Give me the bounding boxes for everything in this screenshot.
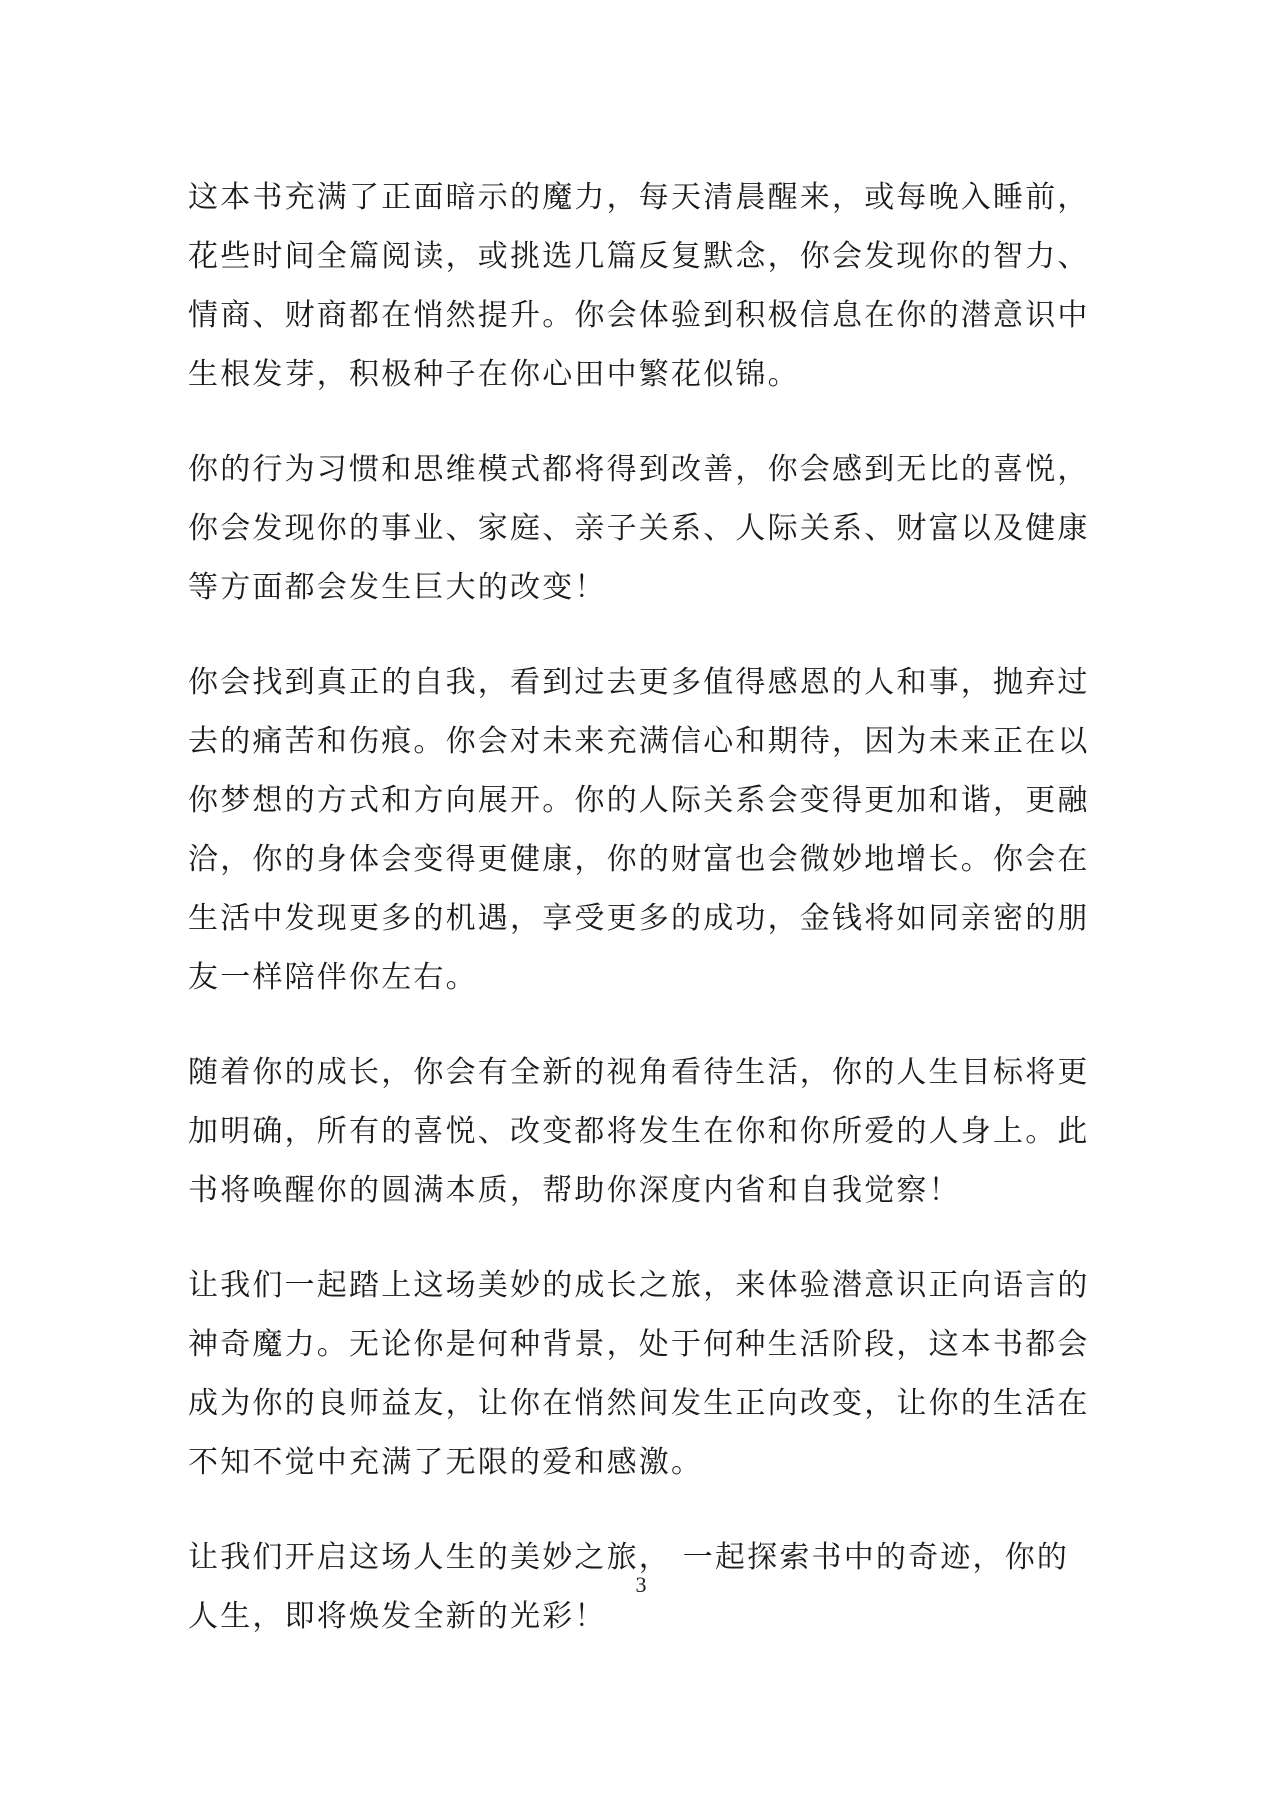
paragraph-1: 这本书充满了正面暗示的魔力，每天清晨醒来，或每晚入睡前，花些时间全篇阅读，或挑选几篇反复默念，你会发现你的智力、情商、财商都在悄然提升。你会体验到积极信息在你的潜意识中生根发芽，积极种子在你心田中繁花似锦。 (188, 180, 1090, 392)
page-number: 3 (635, 1572, 647, 1597)
paragraph-4: 随着你的成长，你会有全新的视角看待生活，你的人生目标将更加明确，所有的喜悦、改变都将发生在你和你所爱的人身上。此书将唤醒你的圆满本质，帮助你深度内省和自我觉察！ (188, 1055, 1090, 1208)
paragraph-2: 你的行为习惯和思维模式都将得到改善，你会感到无比的喜悦，你会发现你的事业、家庭、亲子关系、人际关系、财富以及健康等方面都会发生巨大的改变！ (188, 452, 1090, 605)
body-text (188, 168, 1090, 1682)
paragraph-5: 让我们一起踏上这场美妙的成长之旅，来体验潜意识正向语言的神奇魔力。无论你是何种背景，处于何种生活阶段，这本书都会成为你的良师益友，让你在悄然间发生正向改变，让你的生活在不知不觉中充满了无限的爱和感激。 (188, 1268, 1090, 1480)
paragraph-3: 你会找到真正的自我，看到过去更多值得感恩的人和事，抛弃过去的痛苦和伤痕。你会对未来充满信心和期待，因为未来正在以你梦想的方式和方向展开。你的人际关系会变得更加和谐，更融洽，你的身体会变得更健康，你的财富也会微妙地增长。你会在生活中发现更多的机遇，享受更多的成功，金钱将如同亲密的朋友一样陪伴你左右。 (188, 665, 1090, 995)
paragraph-6: 让我们开启这场人生的美妙之旅， 一起探索书中的奇迹，你的人生，即将焕发全新的光彩！ (188, 1540, 1070, 1634)
